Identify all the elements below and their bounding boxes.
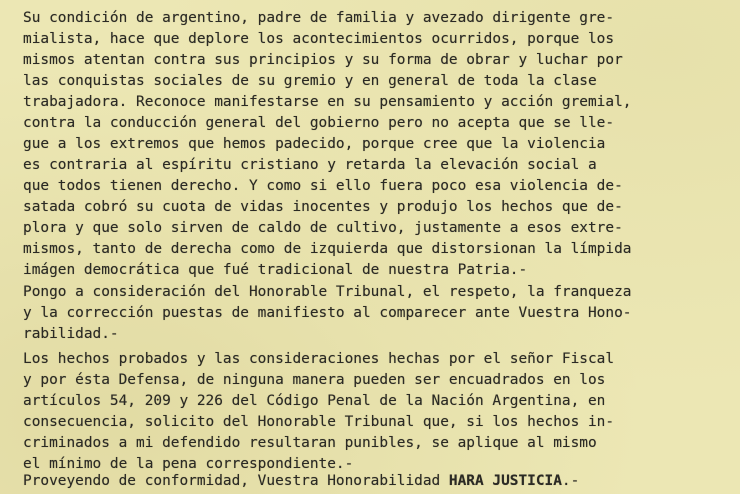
text-line: satada cobró su cuota de vidas inocentes y produjo los hechos que de-: [23, 199, 623, 215]
text-line: consecuencia, solicito del Honorable Tribunal que, si los hechos in-: [23, 414, 615, 430]
text-line: las conquistas sociales de su gremio y en general de toda la clase: [23, 73, 597, 89]
text-line: gue a los extremos que hemos padecido, porque cree que la violencia: [23, 136, 606, 152]
text-line: que todos tienen derecho. Y como si ello fuera poco esa violencia de-: [23, 178, 623, 194]
text-line: plora y que solo sirven de caldo de cultivo, justamente a esos extre-: [23, 220, 623, 236]
text-line: y la corrección puestas de manifiesto al comparecer ante Vuestra Hono-: [23, 305, 632, 321]
closing-suffix: .-: [561, 473, 580, 489]
text-line: contra la conducción general del gobierno pero no acepta que se lle-: [23, 115, 615, 131]
text-line: Los hechos probados y las consideraciones hechas por el señor Fiscal: [23, 351, 615, 367]
text-line: mismos, tanto de derecha como de izquierda que distorsionan la límpida: [23, 241, 632, 257]
text-line: es contraria al espíritu cristiano y retarda la elevación social a: [23, 157, 597, 173]
text-line: Su condición de argentino, padre de familia y avezado dirigente gre-: [23, 10, 615, 26]
text-line: imágen democrática que fué tradicional de nuestra Patria.-: [23, 262, 528, 278]
text-line: criminados a mi defendido resultaran punibles, se aplique al mismo: [23, 435, 597, 451]
text-line: trabajadora. Reconoce manifestarse en su pensamiento y acción gremial,: [23, 94, 632, 110]
text-line: Pongo a consideración del Honorable Tribunal, el respeto, la franqueza: [23, 284, 632, 300]
text-line: y por ésta Defensa, de ninguna manera pueden ser encuadrados en los: [23, 372, 606, 388]
text-line: el mínimo de la pena correspondiente.-: [23, 456, 354, 472]
text-line: rabilidad.-: [23, 326, 119, 342]
text-line: mismos atentan contra sus principios y su forma de obrar y luchar por: [23, 52, 623, 68]
closing-text: Proveyendo de conformidad, Vuestra Honorabilidad: [23, 473, 449, 489]
closing-line: [23, 471, 579, 491]
text-line: artículos 54, 209 y 226 del Código Penal de la Nación Argentina, en: [23, 393, 606, 409]
closing-emphasis: HARA JUSTICIA: [448, 473, 562, 489]
text-line: mialista, hace que deplore los acontecimientos ocurridos, porque los: [23, 31, 615, 47]
